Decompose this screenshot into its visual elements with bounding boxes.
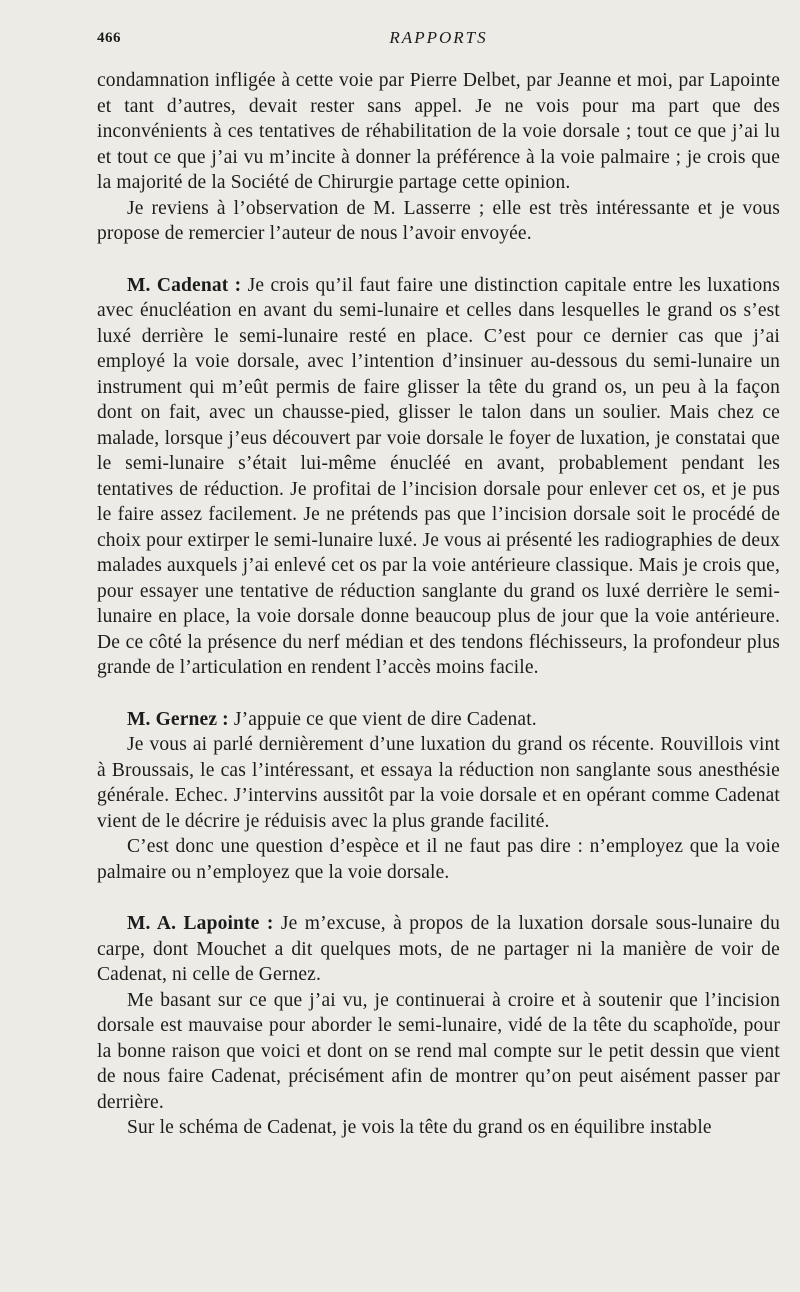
speaker-name: M. A. Lapointe :: [127, 913, 274, 934]
paragraph: C’est donc une question d’espèce et il ne faut pas dire : n’employez que la voie palmaire ou n’employez que la voie dorsale.: [97, 836, 780, 883]
speaker-name: M. Gernez :: [127, 708, 229, 730]
body-text: [97, 68, 780, 1141]
paragraph: M. A. Lapointe : Je m’excuse, à propos de la luxation dorsale sous-lunaire du carpe, dont Mouchet a dit quelques mots, de ne partager ni la manière de voir de Cadenat, ni celle de Gernez.: [97, 913, 780, 985]
speaker-name: M. Cadenat :: [127, 274, 242, 296]
page-number: 466: [97, 30, 121, 46]
page-header: [97, 22, 780, 52]
running-head: RAPPORTS: [389, 28, 488, 47]
paragraph: condamnation infligée à cette voie par Pierre Delbet, par Jeanne et moi, par Lapointe et tant d’autres, devait rester sans appel. Je ne vois pour ma part que des inconvénients à ces tentatives de réhabilitation de la voie dorsale ; tout ce que j’ai lu et tout ce que j’ai vu m’incite à donner la préférence à la voie palmaire ; je crois que la majorité de la Société de Chirurgie partage cette opinion.: [97, 70, 780, 193]
paragraph: M. Gernez : J’appuie ce que vient de dire Cadenat.: [127, 708, 537, 730]
paragraph: Me basant sur ce que j’ai vu, je continuerai à croire et à soutenir que l’incision dorsale est mauvaise pour aborder le semi-lunaire, vidé de la tête du scaphoïde, pour la bonne raison que voici et dont on se rend mal compte sur le petit dessin que vient de nous faire Cadenat, précisément afin de montrer qu’on peut aisément passer par derrière.: [97, 989, 780, 1113]
paragraph: Sur le schéma de Cadenat, je vois la tête du grand os en équilibre instable: [127, 1117, 712, 1138]
paragraph: Je vous ai parlé dernièrement d’une luxation du grand os récente. Rouvillois vint à Broussais, le cas l’intéressant, et essaya la réduction non sanglante sous anesthésie générale. Echec. J’intervins aussitôt par la voie dorsale et en opérant comme Cadenat vient de le décrire je réduisis avec la plus grande facilité.: [97, 734, 780, 832]
paragraph: M. Cadenat : Je crois qu’il faut faire une distinction capitale entre les luxations avec énucléation en avant du semi-lunaire et celles dans lesquelles le grand os s’est luxé derrière le semi-lunaire resté en place. C’est pour ce dernier cas que j’ai employé la voie dorsale, avec l’intention d’insinuer au-dessous du semi-lunaire un instrument qui m’eût permis de faire glisser la tête du grand os, un peu à la façon dont on fait, avec un chausse-pied, glisser le talon dans un soulier. Mais chez ce malade, lorsque j’eus découvert par voie dorsale le foyer de luxation, je constatai que le semi-lunaire s’était lui-même énucléé en avant, probablement pendant les tentatives de réduction. Je profitai de l’incision dorsale pour enlever cet os, et je pus le faire assez facilement. Je ne prétends pas que l’incision dorsale soit le procédé de choix pour extirper le semi-lunaire luxé. Je vous ai présenté les radiographies de deux malades auxquels j’ai enlevé cet os par la voie antérieure classique. Mais je crois que, pour essayer une tentative de réduction sanglante du grand os luxé derrière le semi-lunaire en place, la voie dorsale donne beaucoup plus de jour que la voie antérieure. De ce côté la présence du nerf médian et des tendons fléchisseurs, la profondeur plus grande de l’articulation en rendent l’accès moins facile.: [97, 274, 780, 678]
paragraph: Je reviens à l’observation de M. Lasserre ; elle est très intéressante et je vous propose de remercier l’auteur de nous l’avoir envoyée.: [97, 197, 780, 244]
